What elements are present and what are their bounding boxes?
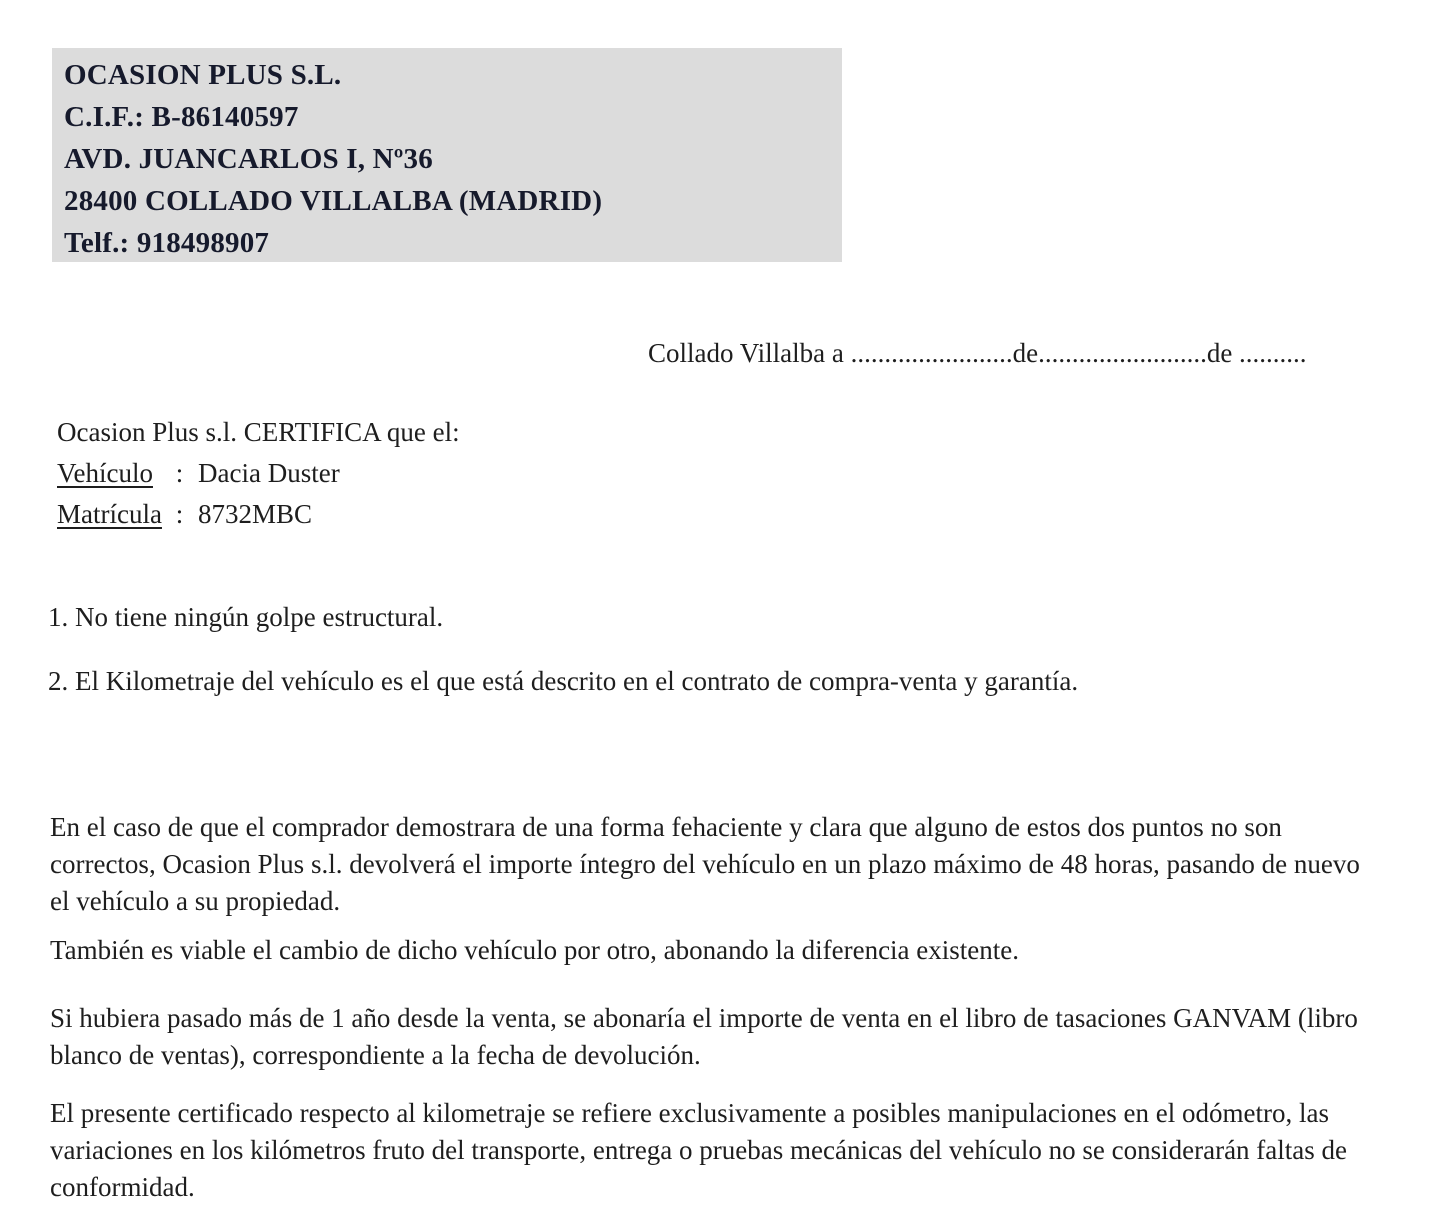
clause-mileage: 2. El Kilometraje del vehículo es el que está descrito en el contrato de compra-venta y garantía. bbox=[48, 666, 1079, 696]
company-cif: C.I.F.: B-86140597 bbox=[64, 101, 299, 133]
plate-separator: : bbox=[175, 499, 184, 529]
company-city: 28400 COLLADO VILLALBA (MADRID) bbox=[64, 185, 603, 217]
plate-field bbox=[57, 494, 460, 535]
clause-structural-damage: 1. No tiene ningún golpe estructural. bbox=[48, 602, 444, 632]
company-address: AVD. JUANCARLOS I, Nº36 bbox=[64, 143, 433, 175]
plate-label: Matrícula bbox=[57, 499, 162, 529]
paragraph-exchange: También es viable el cambio de dicho vehículo por otro, abonando la diferencia existente. bbox=[50, 935, 1020, 965]
vehicle-separator: : bbox=[175, 458, 184, 488]
paragraph-refund: En el caso de que el comprador demostrara de una forma fehaciente y clara que alguno de estos dos puntos no son correctos, Ocasion Plus s.l. devolverá el importe íntegro del vehículo en un plazo máximo de 48 horas, pasando de nuevo el vehículo a su propiedad. bbox=[50, 812, 1360, 916]
company-letterhead bbox=[52, 48, 842, 262]
company-phone: Telf.: 918498907 bbox=[64, 227, 270, 259]
certification-intro: Ocasion Plus s.l. CERTIFICA que el: bbox=[57, 417, 460, 447]
certification-block bbox=[57, 412, 460, 535]
vehicle-field bbox=[57, 453, 460, 494]
vehicle-label: Vehículo bbox=[57, 458, 153, 488]
plate-value: 8732MBC bbox=[198, 499, 313, 529]
vehicle-value: Dacia Duster bbox=[198, 458, 340, 488]
paragraph-odometer: El presente certificado respecto al kilometraje se refiere exclusivamente a posibles manipulaciones en el odómetro, las variaciones en los kilómetros fruto del transporte, entrega o pruebas mecánicas del vehículo no se considerarán faltas de conformidad. bbox=[50, 1098, 1348, 1202]
paragraph-ganvam: Si hubiera pasado más de 1 año desde la venta, se abonaría el importe de venta en el libro de tasaciones GANVAM (libro blanco de ventas), correspondiente a la fecha de devolución. bbox=[50, 1003, 1358, 1070]
date-line: Collado Villalba a ........................de.........................de .......... bbox=[648, 338, 1307, 368]
company-name: OCASION PLUS S.L. bbox=[64, 59, 342, 91]
